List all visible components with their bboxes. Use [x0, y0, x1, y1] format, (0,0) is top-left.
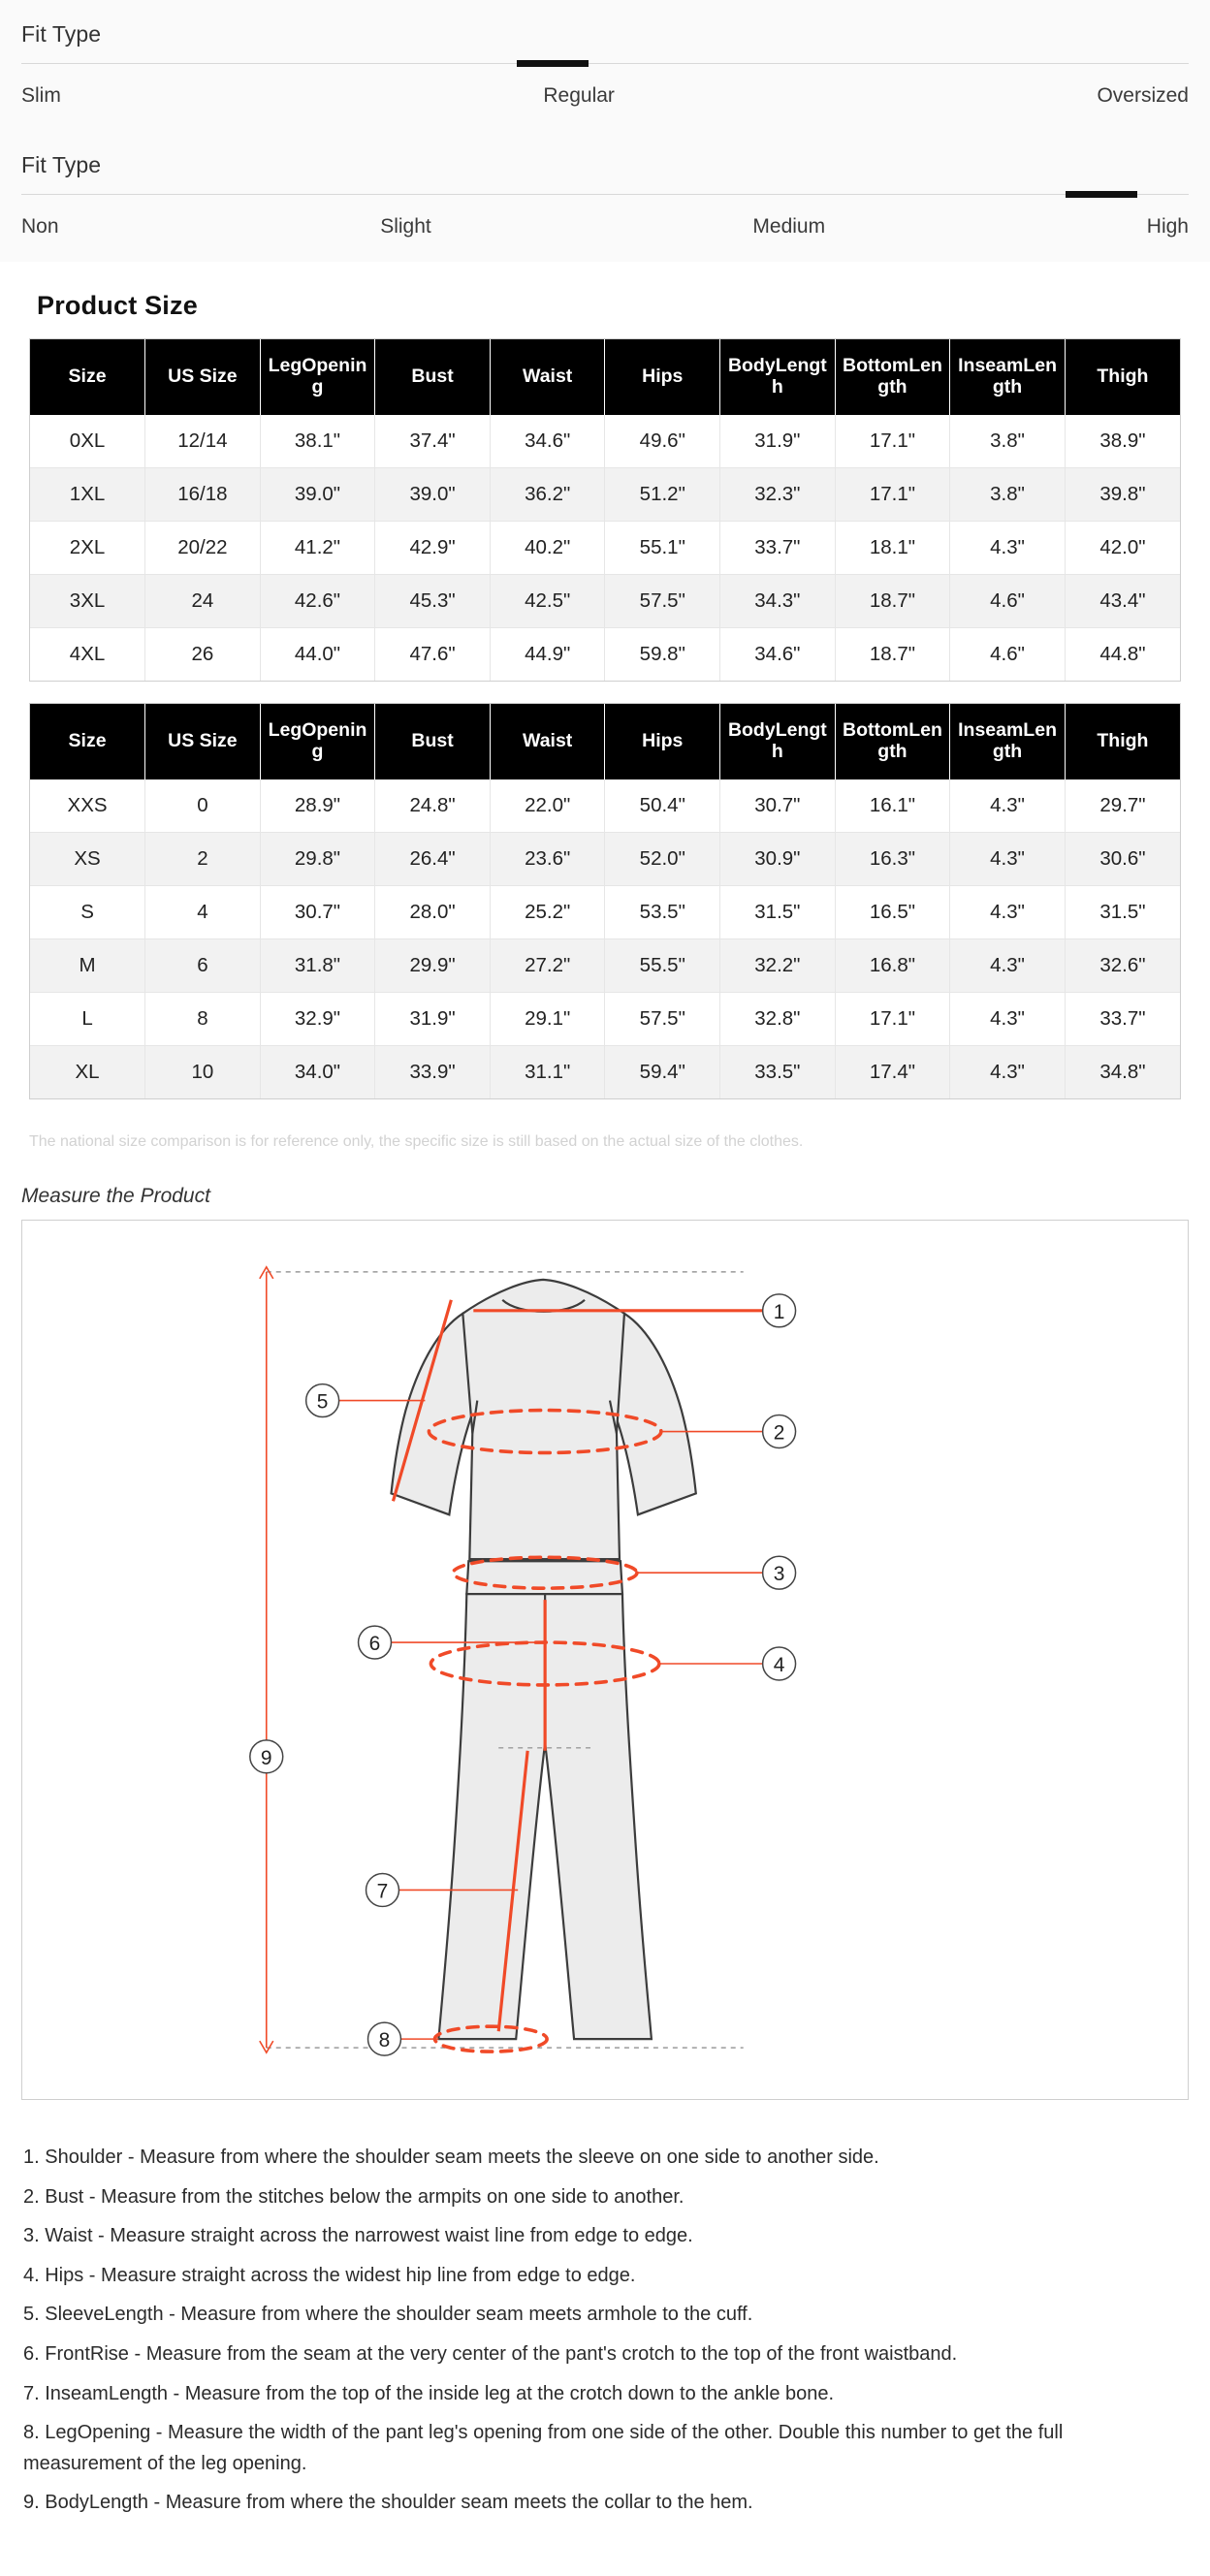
measurement-diagram [21, 1220, 1189, 2100]
measure-cell: 31.9" [720, 415, 836, 468]
measure-cell: 42.9" [375, 522, 491, 575]
measure-cell: 36.2" [490, 468, 605, 522]
measure-cell: 18.1" [835, 522, 950, 575]
fit-label-non: Non [21, 215, 59, 238]
measure-cell: 4.3" [950, 939, 1066, 993]
measure-cell: 59.4" [605, 1046, 720, 1099]
measure-cell: 30.7" [260, 886, 375, 939]
measure-cell: 6 [145, 939, 261, 993]
fit-label-high: High [1146, 215, 1189, 238]
garment-measurement-svg [22, 1221, 1188, 2099]
fit-label-slim: Slim [21, 84, 61, 107]
measure-cell: 4 [145, 886, 261, 939]
size-cell: S [30, 886, 145, 939]
callout-3 [763, 1556, 796, 1589]
measure-cell: 32.9" [260, 993, 375, 1046]
measure-cell: 31.5" [1065, 886, 1180, 939]
measure-cell: 40.2" [490, 522, 605, 575]
col-header-bodylength: BodyLength [720, 339, 836, 415]
col-header-bust: Bust [375, 339, 491, 415]
callout-8 [368, 2022, 401, 2055]
measure-cell: 39.8" [1065, 468, 1180, 522]
svg-text:5: 5 [316, 1390, 329, 1414]
measure-cell: 29.1" [490, 993, 605, 1046]
measure-cell: 27.2" [490, 939, 605, 993]
col-header-bottomlength: BottomLength [835, 339, 950, 415]
size-table-2-head [30, 704, 1180, 779]
fit-type-slider-thumb-2[interactable] [1066, 191, 1137, 198]
col-header-legopening: LegOpening [260, 339, 375, 415]
measure-cell: 3.8" [950, 415, 1066, 468]
col-header-waist: Waist [490, 339, 605, 415]
measure-cell: 42.6" [260, 575, 375, 628]
measure-cell: 17.1" [835, 415, 950, 468]
measure-cell: 20/22 [145, 522, 261, 575]
measure-cell: 28.9" [260, 779, 375, 833]
measure-cell: 32.2" [720, 939, 836, 993]
measure-cell: 44.9" [490, 628, 605, 682]
col-header-us-size: US Size [145, 339, 261, 415]
instruction-item: 4. Hips - Measure straight across the widest hip line from edge to edge. [23, 2264, 636, 2286]
measure-cell: 42.5" [490, 575, 605, 628]
measure-cell: 49.6" [605, 415, 720, 468]
measure-cell: 47.6" [375, 628, 491, 682]
table-row [30, 833, 1180, 886]
measure-cell: 31.8" [260, 939, 375, 993]
measure-cell: 34.6" [720, 628, 836, 682]
measure-cell: 52.0" [605, 833, 720, 886]
measure-cell: 29.9" [375, 939, 491, 993]
table-row [30, 939, 1180, 993]
table-row [30, 1046, 1180, 1099]
measure-cell: 4.3" [950, 1046, 1066, 1099]
measure-cell: 33.7" [720, 522, 836, 575]
measure-cell: 34.0" [260, 1046, 375, 1099]
fit-type-labels-2 [21, 200, 1189, 262]
measure-cell: 57.5" [605, 993, 720, 1046]
measure-cell: 32.3" [720, 468, 836, 522]
measure-cell: 24 [145, 575, 261, 628]
measure-cell: 57.5" [605, 575, 720, 628]
callout-2 [763, 1415, 796, 1448]
instruction-item: 7. InseamLength - Measure from the top of the inside leg at the crotch down to the ankle bone. [23, 2382, 835, 2404]
svg-text:8: 8 [378, 2029, 391, 2052]
measure-cell: 30.9" [720, 833, 836, 886]
table-row [30, 993, 1180, 1046]
measure-cell: 33.9" [375, 1046, 491, 1099]
size-table-1-wrapper [29, 338, 1181, 682]
svg-text:3: 3 [773, 1563, 785, 1586]
measure-cell: 50.4" [605, 779, 720, 833]
col-header-inseamlength: InseamLength [950, 339, 1066, 415]
callout-5 [306, 1384, 339, 1417]
measure-cell: 22.0" [490, 779, 605, 833]
table-row [30, 779, 1180, 833]
fit-type-slider-thumb-1[interactable] [517, 60, 589, 67]
fit-type-title-2: Fit Type [21, 152, 102, 177]
product-size-heading: Product Size [37, 291, 198, 320]
callout-4 [763, 1647, 796, 1680]
measure-cell: 4.6" [950, 575, 1066, 628]
measure-cell: 30.6" [1065, 833, 1180, 886]
measure-cell: 29.8" [260, 833, 375, 886]
measure-cell: 4.3" [950, 993, 1066, 1046]
col-header-legopening: LegOpening [260, 704, 375, 779]
measure-cell: 42.0" [1065, 522, 1180, 575]
measure-cell: 23.6" [490, 833, 605, 886]
svg-text:9: 9 [260, 1746, 272, 1769]
measure-cell: 10 [145, 1046, 261, 1099]
fit-label-regular: Regular [543, 84, 615, 107]
measure-cell: 17.4" [835, 1046, 950, 1099]
svg-text:4: 4 [773, 1653, 785, 1676]
fit-type-section-1 [0, 0, 1210, 131]
measure-cell: 39.0" [375, 468, 491, 522]
measure-cell: 16.8" [835, 939, 950, 993]
measure-cell: 28.0" [375, 886, 491, 939]
table-row [30, 575, 1180, 628]
table-header-row [30, 704, 1180, 779]
measure-cell: 16.1" [835, 779, 950, 833]
measure-cell: 31.5" [720, 886, 836, 939]
measure-cell: 25.2" [490, 886, 605, 939]
measure-cell: 0 [145, 779, 261, 833]
fit-label-medium: Medium [752, 215, 826, 238]
measure-cell: 53.5" [605, 886, 720, 939]
table-row [30, 628, 1180, 682]
measure-cell: 24.8" [375, 779, 491, 833]
table-row [30, 415, 1180, 468]
fit-type-labels-1 [21, 69, 1189, 131]
instruction-item: 6. FrontRise - Measure from the seam at the very center of the pant's crotch to the top of the front waistband. [23, 2342, 958, 2365]
col-header-waist: Waist [490, 704, 605, 779]
measure-cell: 16/18 [145, 468, 261, 522]
size-table-plus [30, 339, 1180, 681]
fit-type-title-1: Fit Type [21, 21, 102, 47]
measure-cell: 33.5" [720, 1046, 836, 1099]
measure-cell: 4.3" [950, 522, 1066, 575]
col-header-inseamlength: InseamLength [950, 704, 1066, 779]
instruction-item: 5. SleeveLength - Measure from where the shoulder seam meets armhole to the cuff. [23, 2304, 753, 2326]
measure-cell: 16.3" [835, 833, 950, 886]
measure-cell: 32.8" [720, 993, 836, 1046]
col-header-bodylength: BodyLength [720, 704, 836, 779]
measure-cell: 8 [145, 993, 261, 1046]
measure-cell: 18.7" [835, 575, 950, 628]
size-cell: XS [30, 833, 145, 886]
size-table-2-body [30, 779, 1180, 1098]
measure-cell: 31.9" [375, 993, 491, 1046]
svg-text:6: 6 [368, 1633, 381, 1656]
table-row [30, 886, 1180, 939]
measure-cell: 4.3" [950, 886, 1066, 939]
size-cell: L [30, 993, 145, 1046]
table-header-row [30, 339, 1180, 415]
measure-cell: 2 [145, 833, 261, 886]
measure-cell: 34.6" [490, 415, 605, 468]
col-header-size: Size [30, 339, 145, 415]
svg-text:1: 1 [773, 1300, 785, 1323]
measure-cell: 55.5" [605, 939, 720, 993]
instruction-item: 2. Bust - Measure from the stitches below the armpits on one side to another. [23, 2185, 685, 2208]
table-row [30, 522, 1180, 575]
svg-text:7: 7 [376, 1880, 389, 1903]
measure-cell: 34.3" [720, 575, 836, 628]
fit-type-slider-1[interactable] [21, 63, 1189, 69]
measure-cell: 38.9" [1065, 415, 1180, 468]
fit-label-slight: Slight [380, 215, 431, 238]
size-cell: 3XL [30, 575, 145, 628]
size-table-standard [30, 704, 1180, 1098]
col-header-thigh: Thigh [1065, 339, 1180, 415]
measurement-instructions [0, 2115, 1210, 2560]
measure-cell: 16.5" [835, 886, 950, 939]
measure-cell: 33.7" [1065, 993, 1180, 1046]
measure-cell: 55.1" [605, 522, 720, 575]
callout-9 [250, 1740, 283, 1773]
col-header-bust: Bust [375, 704, 491, 779]
col-header-thigh: Thigh [1065, 704, 1180, 779]
measure-product-title: Measure the Product [21, 1185, 210, 1207]
callout-6 [359, 1626, 392, 1659]
instruction-item: 9. BodyLength - Measure from where the shoulder seam meets the collar to the hem. [23, 2492, 753, 2514]
size-cell: 2XL [30, 522, 145, 575]
svg-text:2: 2 [773, 1421, 785, 1445]
size-cell: 4XL [30, 628, 145, 682]
col-header-size: Size [30, 704, 145, 779]
table-row [30, 468, 1180, 522]
size-cell: XXS [30, 779, 145, 833]
measure-cell: 37.4" [375, 415, 491, 468]
col-header-bottomlength: BottomLength [835, 704, 950, 779]
measure-cell: 17.1" [835, 993, 950, 1046]
fit-type-slider-2[interactable] [21, 194, 1189, 200]
col-header-hips: Hips [605, 339, 720, 415]
size-footnote: The national size comparison is for reference only, the specific size is still based on the actual size of the clothes. [29, 1133, 804, 1150]
callout-1 [763, 1294, 796, 1327]
measure-cell: 43.4" [1065, 575, 1180, 628]
size-cell: 1XL [30, 468, 145, 522]
size-table-1-body [30, 415, 1180, 681]
measure-cell: 4.3" [950, 833, 1066, 886]
measure-cell: 59.8" [605, 628, 720, 682]
measure-cell: 41.2" [260, 522, 375, 575]
measure-cell: 30.7" [720, 779, 836, 833]
size-cell: 0XL [30, 415, 145, 468]
measure-cell: 3.8" [950, 468, 1066, 522]
measure-cell: 38.1" [260, 415, 375, 468]
measure-cell: 34.8" [1065, 1046, 1180, 1099]
size-cell: M [30, 939, 145, 993]
instruction-item: 8. LegOpening - Measure the width of the pant leg's opening from one side of the other. Double this number to get the full measurement of the leg opening. [23, 2422, 1064, 2474]
measure-cell: 31.1" [490, 1046, 605, 1099]
instruction-item: 3. Waist - Measure straight across the narrowest waist line from edge to edge. [23, 2225, 693, 2247]
size-table-1-head [30, 339, 1180, 415]
fit-type-section-2 [0, 131, 1210, 262]
measure-cell: 26.4" [375, 833, 491, 886]
measure-cell: 45.3" [375, 575, 491, 628]
measure-cell: 44.8" [1065, 628, 1180, 682]
instruction-item: 1. Shoulder - Measure from where the shoulder seam meets the sleeve on one side to another side. [23, 2147, 879, 2168]
col-header-hips: Hips [605, 704, 720, 779]
measure-cell: 29.7" [1065, 779, 1180, 833]
measure-cell: 32.6" [1065, 939, 1180, 993]
measure-cell: 12/14 [145, 415, 261, 468]
measure-cell: 26 [145, 628, 261, 682]
size-cell: XL [30, 1046, 145, 1099]
measure-cell: 51.2" [605, 468, 720, 522]
measure-cell: 17.1" [835, 468, 950, 522]
measure-cell: 18.7" [835, 628, 950, 682]
callout-7 [366, 1874, 399, 1907]
measure-cell: 39.0" [260, 468, 375, 522]
measure-cell: 44.0" [260, 628, 375, 682]
measure-cell: 4.6" [950, 628, 1066, 682]
col-header-us-size: US Size [145, 704, 261, 779]
fit-label-oversized: Oversized [1097, 84, 1189, 107]
size-table-2-wrapper [29, 703, 1181, 1099]
measure-cell: 4.3" [950, 779, 1066, 833]
